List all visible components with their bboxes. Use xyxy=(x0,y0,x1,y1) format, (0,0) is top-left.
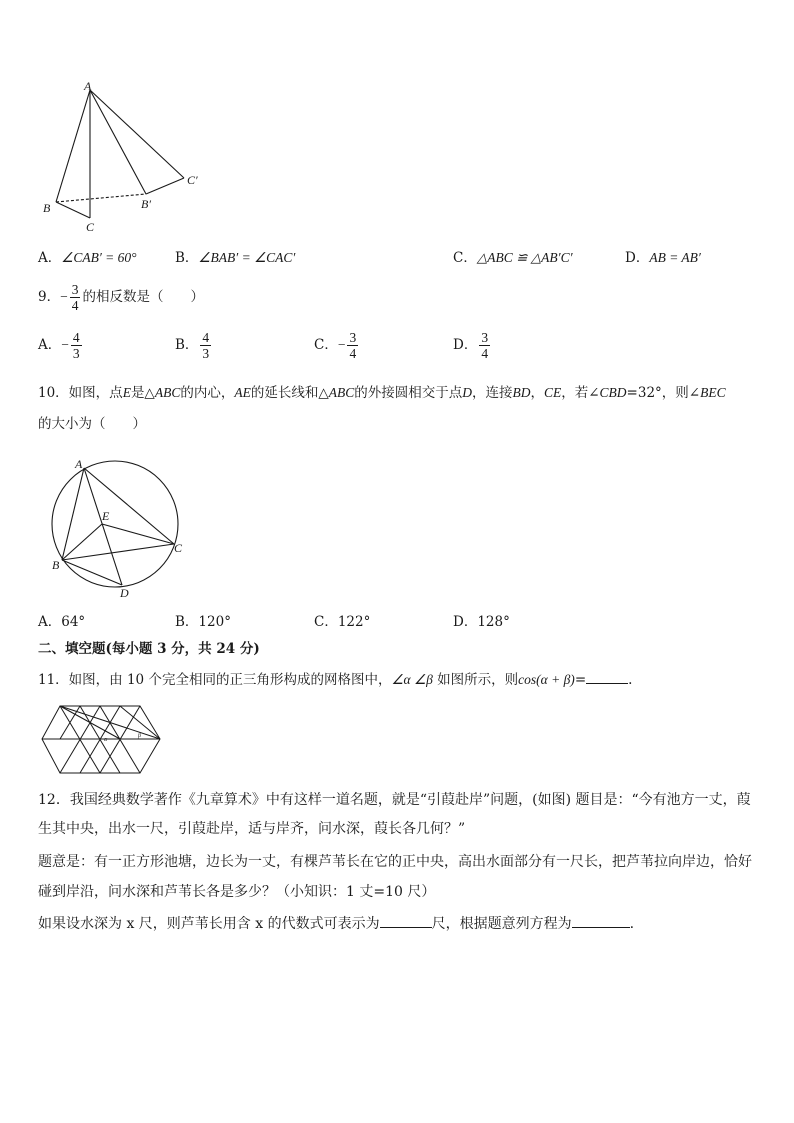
q12-line1: 12．我国经典数学著作《九章算术》中有这样一道名题，就是“引葭赴岸”问题，(如图) 题目是：“今有池方一丈，葭 xyxy=(38,792,751,808)
edge-B1C1 xyxy=(146,178,184,194)
q12-line2: 生其中央，出水一尺，引葭赴岸，适与岸齐，问水深，葭长各几何？” xyxy=(38,821,466,837)
angle-beta-mark: β xyxy=(138,733,141,739)
label-B: B xyxy=(52,558,60,572)
q10-stem-line2: 的大小为（ ） xyxy=(38,416,146,432)
q12-line4: 碰到岸沿，问水深和芦苇长各是多少？（小知识：1 丈=10 尺） xyxy=(38,884,436,900)
edge-AB xyxy=(56,90,90,202)
label-B1: B′ xyxy=(141,197,151,211)
label-A: A xyxy=(84,80,92,93)
q10-option-b[interactable]: B．120° xyxy=(175,614,231,630)
edge-CE xyxy=(102,524,174,544)
q10-option-c[interactable]: C．122° xyxy=(314,614,371,630)
q9-option-d[interactable]: D． $\frac{3}{4}$ xyxy=(453,330,489,361)
q8-option-b[interactable]: B．∠BAB′ = ∠CAC′ xyxy=(175,250,296,266)
q10-stem-line1: 10．如图，点E是△ABC的内心，AE的延长线和△ABC的外接圆相交于点D，连接BD，CE，若∠CBD=32°，则∠BEC xyxy=(38,385,726,401)
edge-AB1 xyxy=(90,90,146,194)
q12-line5: 如果设水深为 x 尺，则芦苇长用含 x 的代数式可表示为 尺，根据题意列方程为 . xyxy=(38,916,635,932)
section-2-title: 二、填空题(每小题 3 分，共 24 分) xyxy=(38,641,260,657)
q9-stem: 9．− $\frac{3}{4}$ 的相反数是（ ） xyxy=(38,282,204,313)
q8-option-c[interactable]: C．△ABC ≌ △AB′C′ xyxy=(453,250,573,266)
label-D: D xyxy=(120,586,129,600)
q9-option-c[interactable]: C．− $\frac{3}{4}$ xyxy=(314,330,357,361)
q9-option-a[interactable]: A．− $\frac{4}{3}$ xyxy=(38,330,80,361)
edge-AC1 xyxy=(90,90,184,178)
angle-alpha-mark: α xyxy=(104,737,108,743)
label-C1: C′ xyxy=(187,173,198,187)
label-B: B xyxy=(43,201,51,215)
label-C: C xyxy=(174,541,183,555)
q12-line3: 题意是：有一正方形池塘，边长为一丈，有棵芦苇长在它的正中央，高出水面部分有一尺长，把芦苇拉向岸边，恰好 xyxy=(38,854,752,870)
edge-BD xyxy=(62,560,122,585)
edge-AB xyxy=(62,468,84,560)
q9-option-b[interactable]: B． $\frac{4}{3}$ xyxy=(175,330,210,361)
q10-option-a[interactable]: A．64° xyxy=(38,614,86,630)
q11-answer-blank[interactable] xyxy=(586,671,628,684)
edge-AD xyxy=(84,468,122,585)
q12-blank-1[interactable] xyxy=(380,915,432,928)
edge-BC xyxy=(62,544,174,560)
q10-figure xyxy=(38,452,198,602)
q12-blank-2[interactable] xyxy=(572,915,630,928)
q11-triangle-grid xyxy=(38,703,163,778)
q8-figure xyxy=(38,80,213,235)
edge-BB1-dashed xyxy=(56,194,146,202)
edge-BC xyxy=(56,202,90,218)
label-C: C xyxy=(86,220,95,234)
edge-AC xyxy=(84,468,174,544)
q8-option-a[interactable]: A．∠CAB′ = 60° xyxy=(38,250,137,266)
q10-option-d[interactable]: D．128° xyxy=(453,614,510,630)
q11-stem: 11．如图，由 10 个完全相同的正三角形构成的网格图中，∠α ∠β 如图所示，则cos(α + β)= . xyxy=(38,672,633,688)
q8-option-d[interactable]: D．AB = AB′ xyxy=(625,250,701,266)
label-A: A xyxy=(75,457,83,471)
label-E: E xyxy=(102,509,110,523)
